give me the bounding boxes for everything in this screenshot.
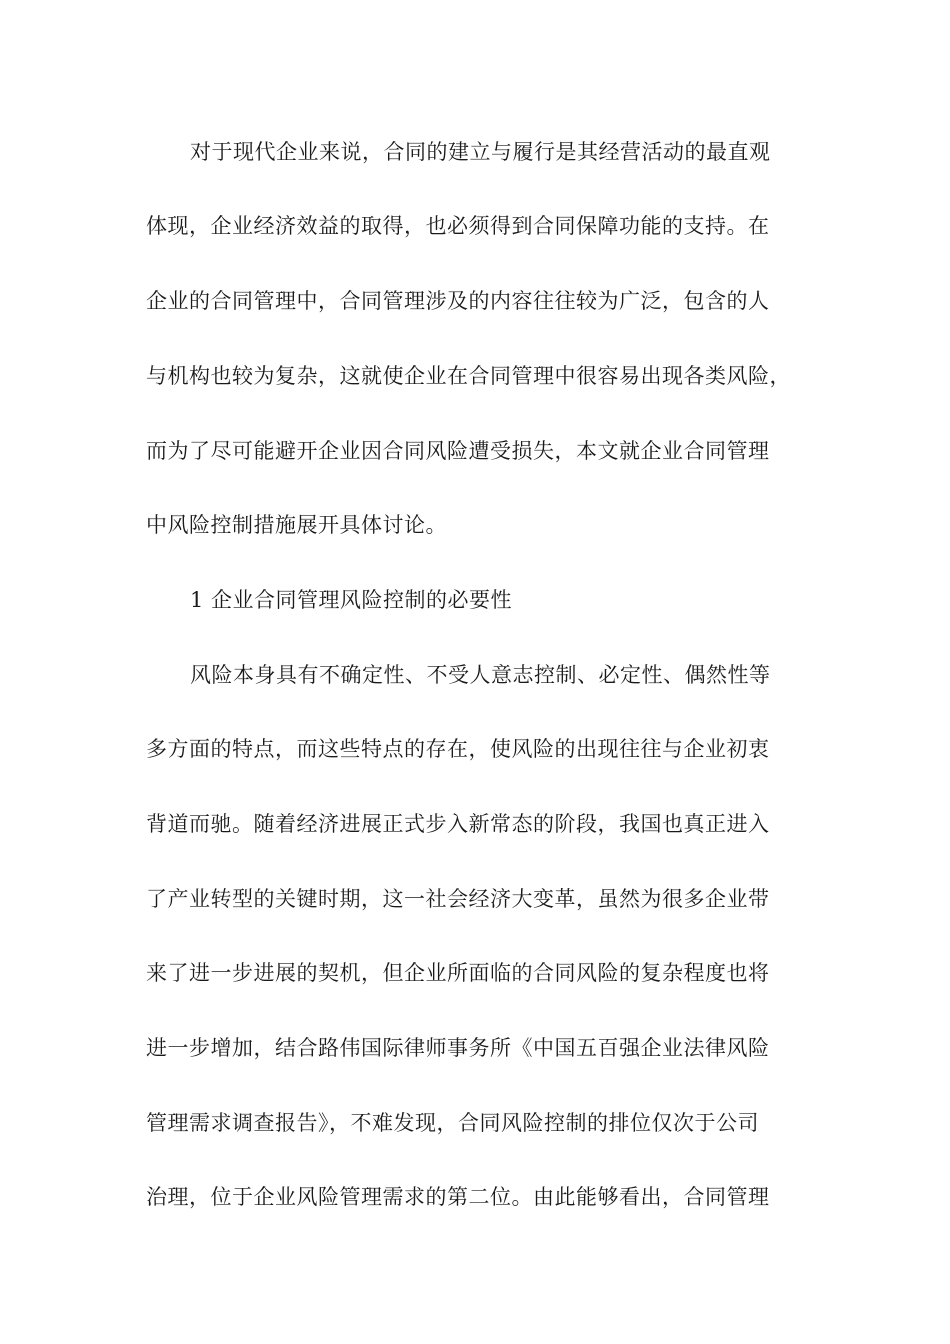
paragraph-line: 了产业转型的关键时期，这一社会经济大变革，虽然为很多企业带 [146,887,770,911]
paragraph-line: 企业的合同管理中，合同管理涉及的内容往往较为广泛，包含的人 [146,289,770,313]
paragraph-line: 与机构也较为复杂，这就使企业在合同管理中很容易出现各类风险， [146,364,791,388]
paragraph-line: 进一步增加，结合路伟国际律师事务所《中国五百强企业法律风险 [146,1036,770,1060]
paragraph-line: 管理需求调查报告》，不难发现，合同风险控制的排位仅次于公司 [146,1111,759,1135]
paragraph-line: 体现，企业经济效益的取得，也必须得到合同保障功能的支持。在 [146,214,770,238]
paragraph-line: 多方面的特点，而这些特点的存在，使风险的出现往往与企业初衷 [146,737,770,761]
paragraph-line: 中风险控制措施展开具体讨论。 [146,513,447,537]
paragraph-line: 背道而驰。随着经济进展正式步入新常态的阶段，我国也真正进入 [146,812,770,836]
paragraph-line: 治理，位于企业风险管理需求的第二位。由此能够看出，合同管理 [146,1185,770,1209]
paragraph-line: 对于现代企业来说，合同的建立与履行是其经营活动的最直观 [190,140,771,164]
paragraph-line: 而为了尽可能避开企业因合同风险遭受损失，本文就企业合同管理 [146,439,770,463]
paragraph-line: 风险本身具有不确定性、不受人意志控制、必定性、偶然性等 [190,663,771,687]
section-heading: 1 企业合同管理风险控制的必要性 [190,588,513,612]
paragraph-line: 来了进一步进展的契机，但企业所面临的合同风险的复杂程度也将 [146,961,770,985]
